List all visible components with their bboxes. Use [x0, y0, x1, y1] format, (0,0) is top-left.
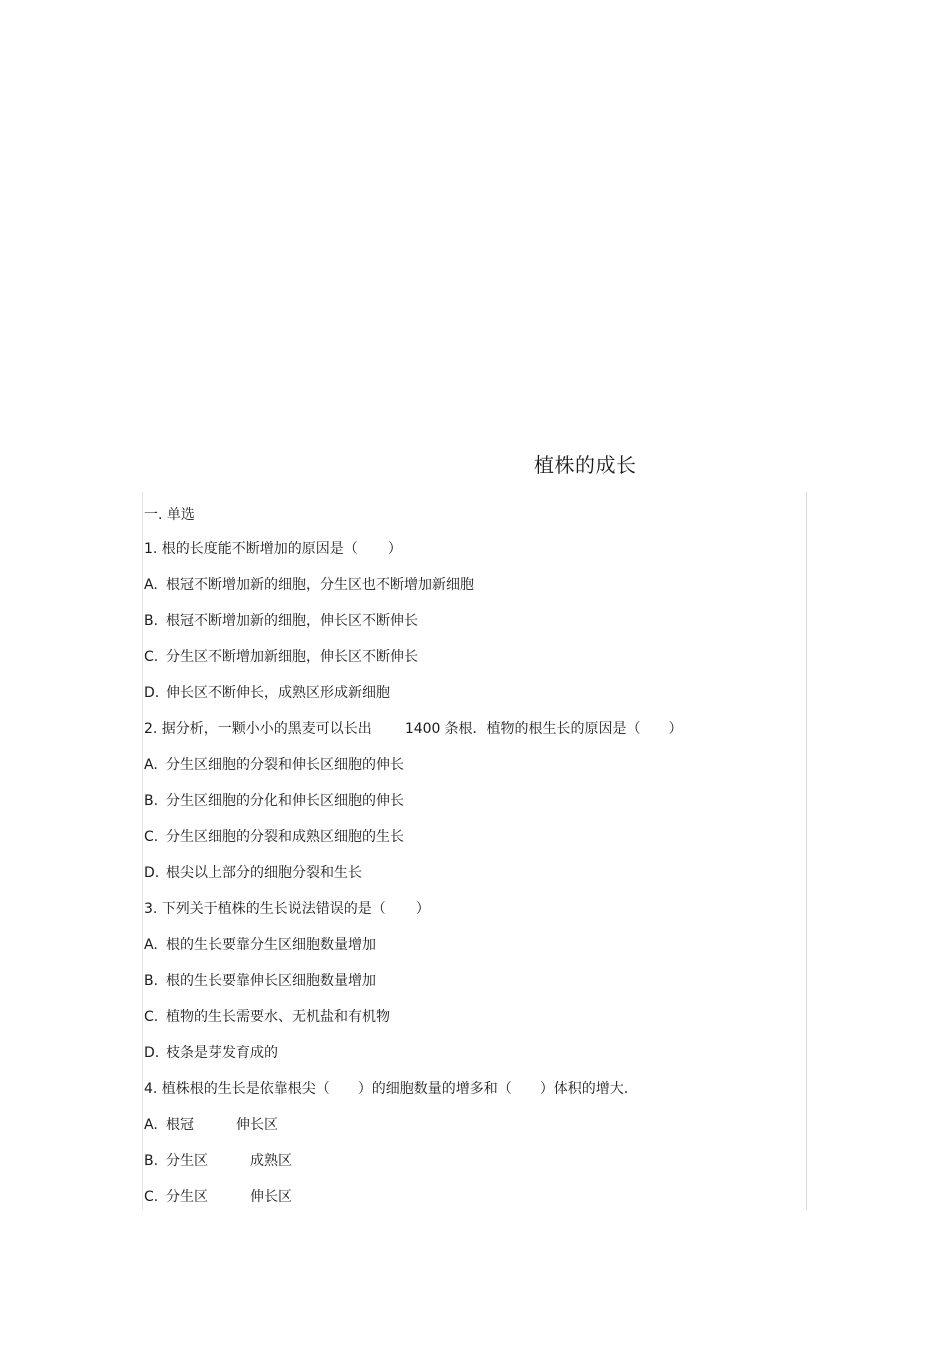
option-text: 分生区细胞的分裂和成熟区细胞的生长 — [166, 829, 404, 845]
option-letter: B. — [144, 613, 159, 629]
question-list — [144, 503, 794, 1221]
option-text: 根尖以上部分的细胞分裂和生长 — [166, 865, 362, 881]
question-2-stem — [144, 717, 794, 753]
option-letter: B. — [144, 1153, 159, 1169]
option-text: 分生区细胞的分化和伸长区细胞的伸长 — [166, 793, 404, 809]
option-letter: A. — [144, 937, 158, 953]
option-text: 分生区不断增加新细胞，伸长区不断伸长 — [166, 649, 418, 665]
option-text: 根的生长要靠分生区细胞数量增加 — [166, 937, 376, 953]
question-1-option-c — [144, 645, 794, 681]
question-3-option-c — [144, 1005, 794, 1041]
option-letter: A. — [144, 757, 158, 773]
option-text: 枝条是芽发育成的 — [166, 1045, 278, 1061]
page-title: 植株的成长 — [534, 453, 637, 477]
question-3-stem — [144, 897, 794, 933]
option-text: 根冠不断增加新的细胞，伸长区不断伸长 — [166, 613, 418, 629]
question-1-stem — [144, 537, 794, 573]
option-letter: D. — [144, 1045, 160, 1061]
right-border-line — [806, 492, 807, 1210]
option-text: 分生区 — [166, 1153, 208, 1169]
option-text: 根冠 — [166, 1117, 194, 1133]
section-heading: 一. 单选 — [144, 507, 195, 523]
question-1-option-d — [144, 681, 794, 717]
question-2-paren: ） — [668, 721, 683, 737]
question-3-option-a — [144, 933, 794, 969]
option-letter: C. — [144, 649, 159, 665]
option-text-second: 伸长区 — [250, 1189, 292, 1205]
option-letter: C. — [144, 1009, 159, 1025]
question-3-paren: ） — [415, 901, 430, 917]
option-text: 伸长区不断伸长，成熟区形成新细胞 — [166, 685, 390, 701]
option-letter: C. — [144, 829, 159, 845]
question-1-option-b — [144, 609, 794, 645]
option-letter: B. — [144, 973, 159, 989]
option-letter: B. — [144, 793, 159, 809]
question-2-text: 2. 据分析，一颗小小的黑麦可以长出 — [144, 721, 372, 737]
question-4-option-b — [144, 1149, 794, 1185]
option-text: 根冠不断增加新的细胞，分生区也不断增加新细胞 — [166, 577, 474, 593]
option-text: 根的生长要靠伸长区细胞数量增加 — [166, 973, 376, 989]
question-1-text: 1. 根的长度能不断增加的原因是（ — [144, 541, 358, 557]
question-2-option-b — [144, 789, 794, 825]
question-2-option-a — [144, 753, 794, 789]
question-4-text-end: ）体积的增大. — [539, 1081, 629, 1097]
question-1-paren: ） — [387, 541, 402, 557]
question-4-option-c — [144, 1185, 794, 1221]
option-text: 分生区 — [166, 1189, 208, 1205]
option-letter: A. — [144, 577, 158, 593]
question-2-number: 1400 — [404, 721, 441, 737]
question-2-option-c — [144, 825, 794, 861]
question-4-option-a — [144, 1113, 794, 1149]
option-letter: C. — [144, 1189, 159, 1205]
left-border-line — [142, 492, 143, 1210]
option-letter: A. — [144, 1117, 158, 1133]
option-letter: D. — [144, 685, 160, 701]
option-letter: D. — [144, 865, 160, 881]
question-2-text-rest: 条根．植物的根生长的原因是（ — [444, 721, 641, 737]
question-4-stem — [144, 1077, 794, 1113]
option-text: 分生区细胞的分裂和伸长区细胞的伸长 — [166, 757, 404, 773]
question-3-option-d — [144, 1041, 794, 1077]
question-3-option-b — [144, 969, 794, 1005]
question-4-text: 4. 植株根的生长是依靠根尖（ — [144, 1081, 330, 1097]
question-1-option-a — [144, 573, 794, 609]
option-text-second: 伸长区 — [236, 1117, 278, 1133]
question-2-option-d — [144, 861, 794, 897]
question-3-text: 3. 下列关于植株的生长说法错误的是（ — [144, 901, 386, 917]
option-text: 植物的生长需要水、无机盐和有机物 — [166, 1009, 390, 1025]
question-4-text-mid: ）的细胞数量的增多和（ — [357, 1081, 512, 1097]
option-text-second: 成熟区 — [250, 1153, 292, 1169]
